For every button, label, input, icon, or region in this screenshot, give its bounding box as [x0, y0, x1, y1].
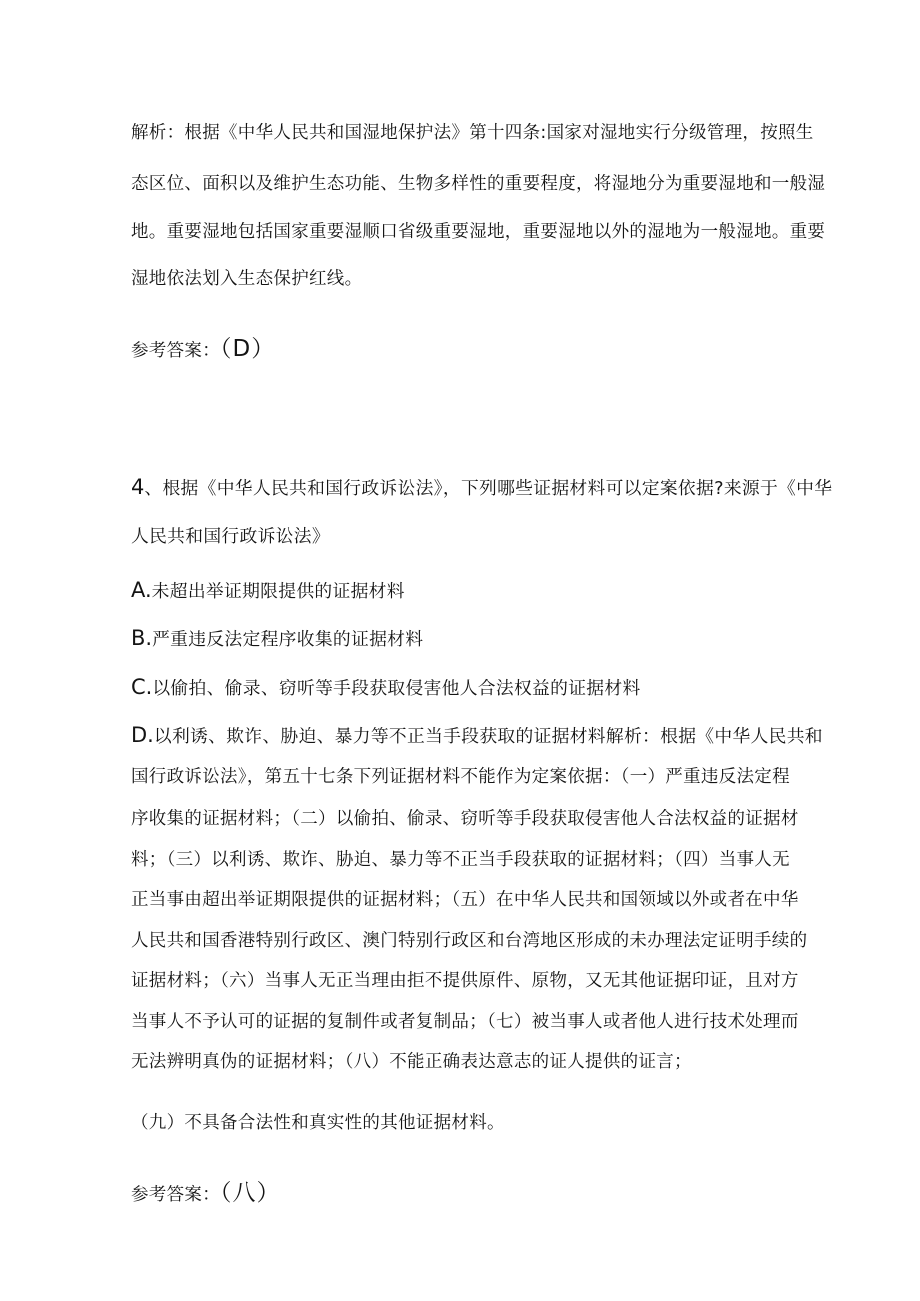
analysis-line: 国行政诉讼法》，第五十七条下列证据材料不能作为定案依据：（一）严重违反法定程	[131, 767, 790, 787]
option-letter: A.	[131, 578, 152, 602]
analysis-line: 当事人不予认可的证据的复制件或者复制品；（七）被当事人或者他人进行技术处理而	[131, 1012, 799, 1032]
analysis-last-line: （九）不具备合法性和真实性的其他证据材料。	[131, 1113, 505, 1133]
option-c	[131, 675, 641, 701]
option-a	[131, 578, 405, 604]
option-text: 以利诱、欺诈、胁迫、暴力等不正当手段获取的证据材料解析：根据《中华人民共和	[153, 726, 823, 747]
question-number: 4	[131, 475, 145, 499]
question-text-line: 人民共和国行政诉讼法》	[131, 526, 330, 547]
reference-answer	[131, 1181, 281, 1207]
analysis-line: 地。重要湿地包括国家重要湿顺口省级重要湿地，重要湿地以外的湿地为一般湿地。重要	[131, 222, 826, 242]
answer-value: （八）	[220, 1180, 281, 1206]
analysis-line: 料；（三）以利诱、欺诈、胁迫、暴力等不正当手段获取的证据材料；（四）当事人无	[131, 850, 790, 870]
analysis-line: 无法辨明真伪的证据材料；（八）不能正确表达意志的证人提供的证言；	[131, 1052, 692, 1072]
analysis-line: 态区位、面积以及维护生态功能、生物多样性的重要程度，将湿地分为重要湿地和一般湿	[131, 174, 826, 194]
option-letter: C.	[131, 675, 153, 699]
question-text: 、根据《中华人民共和国行政诉讼法》，下列哪些证据材料可以定案依据?来源于《中华	[144, 478, 833, 499]
question-stem	[131, 475, 832, 501]
analysis-line: 湿地依法划入生态保护红线。	[131, 269, 363, 289]
analysis-line: 证据材料；（六）当事人无正当理由拒不提供原件、原物，又无其他证据印证，且对方	[131, 971, 799, 991]
reference-answer	[131, 337, 275, 363]
option-letter: B.	[131, 626, 153, 650]
option-text: 严重违反法定程序收集的证据材料	[152, 629, 424, 650]
option-text: 未超出举证期限提供的证据材料	[151, 581, 405, 602]
option-letter: D.	[131, 723, 154, 747]
analysis-line: 人民共和国香港特别行政区、澳门特别行政区和台湾地区形成的未办理法定证明手续的	[131, 931, 808, 951]
answer-label: 参考答案：	[131, 1185, 220, 1205]
analysis-line: 序收集的证据材料；（二）以偷拍、偷录、窃听等手段获取侵害他人合法权益的证据材	[131, 809, 799, 829]
option-b	[131, 626, 423, 652]
analysis-line: 解析：根据《中华人民共和国湿地保护法》第十四条:国家对湿地实行分级管理，按照生	[131, 123, 814, 143]
option-text: 以偷拍、偷录、窃听等手段获取侵害他人合法权益的证据材料	[152, 678, 641, 699]
option-d	[131, 723, 823, 749]
answer-label: 参考答案：	[131, 341, 220, 361]
analysis-line: 正当事由超出举证期限提供的证据材料；（五）在中华人民共和国领域以外或者在中华	[131, 890, 799, 910]
answer-value: （D）	[220, 336, 276, 362]
